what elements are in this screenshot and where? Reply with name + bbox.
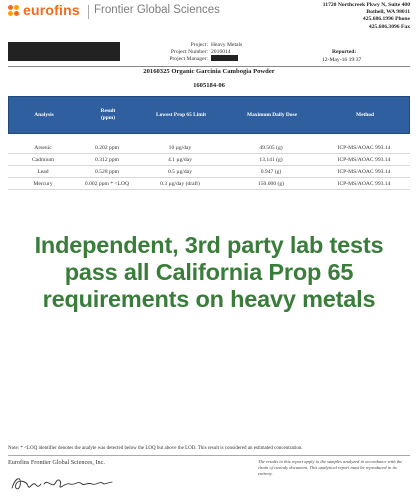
sample-name: 20160325 Organic Garcinia Cambogia Powder: [143, 68, 275, 75]
headline-line: requirements on heavy metals: [42, 286, 376, 312]
project-number-value: 2016014: [211, 49, 231, 55]
column-header-analysis: Analysis: [34, 111, 54, 118]
divider-line: [8, 66, 410, 67]
table-row: [8, 166, 410, 178]
cell-max-dose: 150.000 (g): [257, 180, 285, 187]
cell-result: 0.202 ppm: [95, 144, 119, 151]
column-header-result: Result (ppm): [100, 108, 116, 121]
headline-line: pass all California Prop 65: [64, 259, 354, 285]
reported-date: 12-May-16 19:37: [322, 57, 362, 63]
cell-result: 0.528 ppm: [95, 168, 119, 175]
cell-method: ICP-MS/AOAC 993.14: [337, 168, 391, 175]
table-row: [8, 142, 410, 154]
address-line: 11720 Northcreek Pkwy N, Suite 400: [322, 2, 410, 8]
logo-mark-icon: [8, 5, 20, 17]
cell-max-dose: 49.505 (g): [259, 144, 283, 151]
redacted-client-block: [8, 42, 120, 61]
sample-id: 1605184-06: [193, 82, 225, 89]
table-row: [8, 154, 410, 166]
headline-line: Independent, 3rd party lab tests: [34, 232, 384, 258]
divider-line: [8, 455, 410, 456]
eurofins-logo: [8, 3, 88, 19]
address-line: 425.686.1996 Phone: [362, 16, 410, 23]
cell-analysis: Mercury: [33, 180, 53, 187]
address-line: 425.686.3096 Fax: [368, 23, 410, 30]
cell-method: ICP-MS/AOAC 993.14: [337, 144, 391, 151]
results-table: [8, 96, 410, 190]
logo-text: eurofins: [23, 2, 80, 18]
column-header-limit: Lowest Prop 65 Limit: [155, 111, 207, 118]
cell-method: ICP-MS/AOAC 993.14: [337, 180, 391, 187]
cell-analysis: Lead: [37, 168, 49, 175]
cell-limit: 0.5 µg/day: [167, 168, 193, 175]
lab-address: [323, 2, 410, 31]
cell-max-dose: 0.947 (g): [260, 168, 282, 175]
redacted-manager-block: [211, 55, 238, 61]
table-row: [8, 178, 410, 190]
cell-analysis: Cadmium: [31, 156, 55, 163]
report-disclaimer: The results in this report apply to the samples analyzed in accordance with the chain of custody document. This analytical report must be reproduced in its entirety.: [258, 459, 403, 476]
cell-limit: 0.3 µg/day (draft): [160, 180, 200, 187]
brand-subtitle: Frontier Global Sciences: [94, 4, 220, 16]
reported-label: Reported:: [332, 49, 357, 55]
column-header-max-dose: Maximum Daily Dose: [246, 111, 297, 118]
table-header: [8, 96, 410, 134]
cell-method: ICP-MS/AOAC 993.14: [337, 156, 391, 163]
column-header-method: Method: [356, 111, 374, 118]
cell-limit: 10 µg/day: [168, 144, 192, 151]
project-label: Project:: [190, 42, 208, 48]
prop65-headline: [0, 232, 418, 313]
cell-limit: 4.1 µg/day: [167, 156, 193, 163]
loq-note: Note: * <LOQ identifier denotes the analyte was detected below the LOQ but above the LOD. This result is considered an estimated concentration.: [8, 446, 303, 451]
project-value: Heavy Metals: [211, 42, 243, 48]
cell-analysis: Arsenic: [34, 144, 52, 151]
brand-divider: [88, 5, 89, 19]
company-name: Eurofins Frontier Global Sciences, Inc.: [8, 459, 105, 466]
address-line: Bothell, WA 98011: [366, 9, 410, 16]
project-manager-label: Project Manager:: [169, 56, 208, 62]
cell-result: 0.312 ppm: [95, 156, 119, 163]
cell-result: 0.002 ppm * <LOQ: [84, 180, 130, 187]
project-number-label: Project Number:: [170, 49, 208, 55]
handwritten-signature: [8, 472, 118, 494]
cell-max-dose: 13.141 (g): [259, 156, 283, 163]
